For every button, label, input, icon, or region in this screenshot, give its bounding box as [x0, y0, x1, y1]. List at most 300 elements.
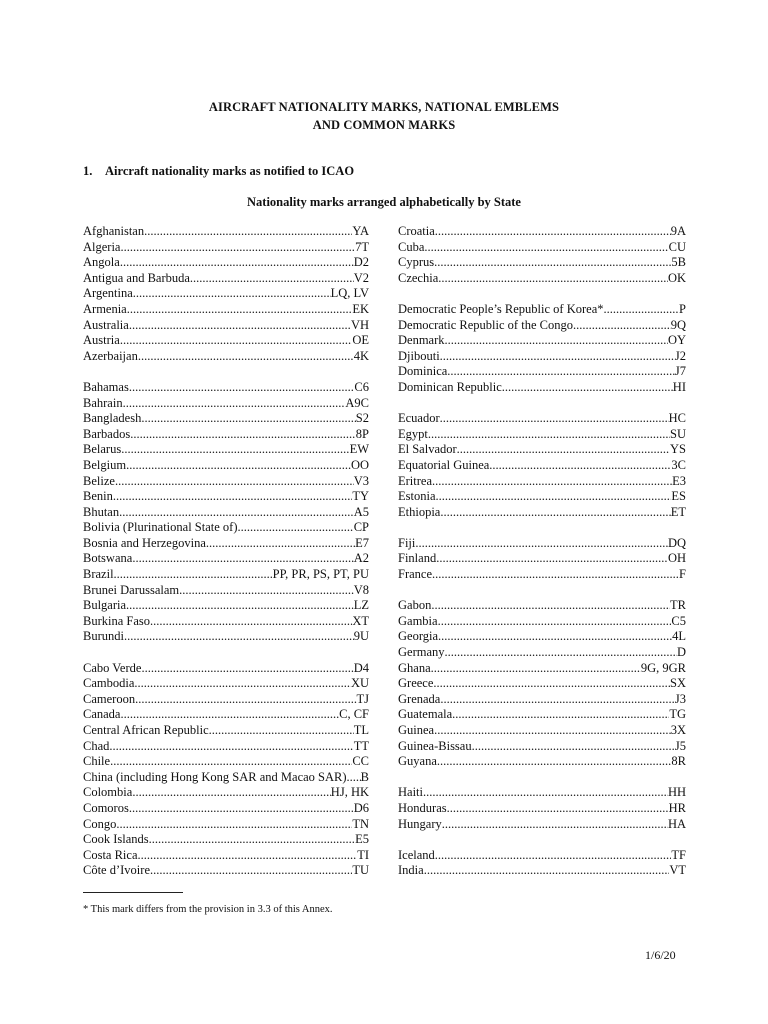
state-name: Angola [83, 255, 120, 270]
state-name: Australia [83, 317, 129, 332]
dot-leader [121, 442, 349, 458]
state-row [83, 489, 369, 505]
state-row [398, 629, 686, 645]
dot-leader [120, 333, 353, 349]
state-group [398, 536, 686, 583]
state-name: Argentina [83, 286, 133, 301]
nationality-mark: 9U [353, 629, 369, 644]
state-row [398, 754, 686, 770]
nationality-mark: J3 [674, 691, 686, 706]
nationality-mark: OH [667, 551, 686, 566]
dot-leader [440, 692, 675, 708]
nationality-mark: J7 [674, 364, 686, 379]
section-heading [83, 164, 354, 179]
dot-leader [440, 411, 669, 427]
state-row [83, 536, 369, 552]
state-name: India [398, 863, 424, 878]
state-name: Costa Rica [83, 847, 138, 862]
state-name: El Salvador [398, 442, 457, 457]
footnote-divider [83, 892, 183, 893]
nationality-mark: 5B [671, 255, 686, 270]
dot-leader [129, 318, 351, 334]
dot-leader [438, 629, 672, 645]
nationality-mark: TU [352, 863, 369, 878]
nationality-mark: J2 [674, 348, 686, 363]
state-row [398, 785, 686, 801]
dot-leader [144, 224, 352, 240]
state-row [398, 442, 686, 458]
nationality-mark: HC [668, 411, 686, 426]
dot-leader [138, 848, 358, 864]
nationality-mark: 4L [672, 629, 686, 644]
dot-leader [132, 551, 353, 567]
state-name: Ghana [398, 660, 431, 675]
nationality-mark: XT [352, 613, 369, 628]
state-row [83, 801, 369, 817]
state-name: Bolivia (Plurinational State of) [83, 520, 238, 535]
nationality-mark: E5 [355, 832, 369, 847]
state-group [83, 661, 369, 879]
dot-leader [438, 271, 668, 287]
state-name: Belarus [83, 442, 122, 457]
state-name: Equatorial Guinea [398, 457, 490, 472]
nationality-mark: HR [668, 800, 686, 815]
nationality-mark: TJ [356, 691, 369, 706]
nationality-mark: SU [670, 426, 686, 441]
state-name: Azerbaijan [83, 348, 138, 363]
dot-leader [573, 318, 671, 334]
state-row [83, 458, 369, 474]
dot-leader [435, 224, 671, 240]
state-row [83, 598, 369, 614]
state-name: Brazil [83, 567, 114, 582]
nationality-mark: HI [672, 379, 686, 394]
state-name: Guinea [398, 723, 435, 737]
state-name: Ethiopia [398, 504, 441, 519]
state-name: Georgia [398, 629, 439, 644]
dot-leader [129, 801, 354, 817]
state-row [398, 364, 686, 380]
dot-leader [138, 349, 354, 365]
dot-leader [434, 255, 671, 271]
nationality-mark: PP, PR, PS, PT, PU [272, 567, 369, 582]
dot-leader [424, 863, 670, 879]
dot-leader [135, 692, 356, 708]
state-name: Democratic Republic of the Congo [398, 317, 573, 332]
nationality-mark: 9A [670, 224, 686, 238]
nationality-mark: YA [352, 224, 369, 238]
state-group [83, 224, 369, 364]
state-name: Bahamas [83, 379, 129, 394]
state-row [398, 240, 686, 256]
state-name: Bhutan [83, 504, 120, 519]
dot-leader [114, 567, 273, 583]
state-name: Belgium [83, 457, 127, 472]
state-name: Cuba [398, 239, 425, 254]
nationality-mark: E7 [355, 535, 369, 550]
state-name: Afghanistan [83, 224, 145, 238]
left-column [83, 224, 369, 895]
state-row [83, 474, 369, 490]
state-row [398, 474, 686, 490]
state-name: Belize [83, 473, 115, 488]
state-row [83, 723, 369, 739]
dot-leader [347, 770, 361, 786]
dot-leader [502, 380, 673, 396]
state-row [398, 863, 686, 879]
state-name: China (including Hong Kong SAR and Macao SAR) [83, 769, 347, 784]
dot-leader [489, 458, 671, 474]
table-subtitle: Nationality marks arranged alphabetically by State [247, 195, 521, 209]
state-row [83, 520, 369, 536]
state-name: Cook Islands [83, 832, 149, 847]
state-row [398, 255, 686, 271]
nationality-mark: C5 [671, 613, 686, 628]
dot-leader [238, 520, 354, 536]
nationality-mark: XU [350, 676, 369, 691]
dot-leader [431, 598, 670, 614]
state-name: Denmark [398, 333, 445, 348]
nationality-mark: D [676, 645, 686, 660]
nationality-mark: TG [669, 707, 686, 722]
nationality-mark: A9C [345, 395, 369, 410]
state-row [398, 645, 686, 661]
nationality-mark: V2 [353, 270, 369, 285]
nationality-mark: 8R [671, 754, 686, 769]
nationality-mark: OO [350, 457, 369, 472]
state-group [398, 785, 686, 832]
state-row [398, 224, 686, 240]
nationality-mark: D4 [353, 660, 369, 675]
nationality-mark: OE [352, 333, 369, 348]
state-row [83, 692, 369, 708]
state-name: Chile [83, 754, 111, 769]
nationality-mark: D6 [353, 800, 369, 815]
nationality-mark: VT [669, 863, 686, 878]
state-row [398, 848, 686, 864]
state-name: France [398, 567, 433, 582]
state-name: Brunei Darussalam [83, 582, 180, 597]
state-row [83, 302, 369, 318]
dot-leader [438, 614, 672, 630]
dot-leader [423, 785, 668, 801]
state-name: Ecuador [398, 411, 440, 426]
dot-leader [126, 598, 354, 614]
dot-leader [209, 723, 354, 739]
state-name: Bulgaria [83, 598, 127, 613]
state-row [83, 505, 369, 521]
nationality-mark: LZ [353, 598, 369, 613]
state-name: Honduras [398, 800, 447, 815]
state-row [83, 240, 369, 256]
state-name: Cyprus [398, 255, 435, 270]
state-name: Armenia [83, 301, 127, 316]
nationality-mark: OK [667, 270, 686, 285]
dot-leader [149, 832, 355, 848]
nationality-mark: EK [352, 301, 369, 316]
nationality-mark: B [360, 769, 369, 784]
state-name: Fiji [398, 535, 416, 550]
nationality-mark: E3 [672, 473, 686, 488]
state-name: Eritrea [398, 473, 433, 488]
state-name: Cambodia [83, 676, 135, 691]
state-name: Antigua and Barbuda [83, 270, 190, 285]
state-row [398, 614, 686, 630]
state-row [398, 271, 686, 287]
nationality-mark: HJ, HK [330, 785, 369, 800]
state-group [398, 848, 686, 879]
nationality-mark: SX [670, 676, 686, 691]
state-row [83, 661, 369, 677]
nationality-mark: J5 [674, 738, 686, 753]
dot-leader [415, 536, 668, 552]
page-number: 1/6/20 [645, 948, 676, 962]
nationality-mark: 3X [670, 723, 686, 737]
state-name: Greece [398, 676, 434, 691]
section-number: 1. [83, 164, 93, 178]
state-row [398, 692, 686, 708]
dot-leader [437, 754, 672, 770]
state-row [83, 583, 369, 599]
state-name: Bosnia and Herzegovina [83, 535, 206, 550]
dot-leader [141, 661, 353, 677]
state-row [83, 848, 369, 864]
state-row [83, 614, 369, 630]
state-name: Finland [398, 551, 437, 566]
state-group [398, 598, 686, 770]
dot-leader [110, 754, 352, 770]
state-row [83, 739, 369, 755]
nationality-mark: 4K [353, 348, 369, 363]
dot-leader [447, 364, 675, 380]
dot-leader [206, 536, 355, 552]
state-row [398, 380, 686, 396]
state-row [83, 349, 369, 365]
state-row [83, 629, 369, 645]
state-row [398, 458, 686, 474]
dot-leader [436, 489, 672, 505]
nationality-mark: CP [353, 520, 369, 535]
nationality-mark: TY [352, 489, 369, 504]
state-name: Czechia [398, 270, 439, 285]
dot-leader [440, 505, 670, 521]
dot-leader [115, 474, 354, 490]
dot-leader [120, 240, 355, 256]
state-row [83, 707, 369, 723]
nationality-mark: HH [667, 785, 686, 800]
state-row [398, 349, 686, 365]
nationality-mark: 3C [671, 457, 686, 472]
state-row [398, 817, 686, 833]
nationality-mark: ES [671, 489, 686, 504]
nationality-mark: C, CF [339, 707, 369, 722]
nationality-mark: EW [349, 442, 369, 457]
nationality-mark: TT [353, 738, 369, 753]
state-name: Burkina Faso [83, 613, 151, 628]
dot-leader [428, 427, 670, 443]
nationality-mark: TN [352, 816, 369, 831]
nationality-mark: TF [671, 847, 686, 862]
dot-leader [150, 614, 352, 630]
nationality-mark: S2 [355, 411, 369, 426]
dot-leader [126, 458, 351, 474]
state-name: Gabon [398, 598, 432, 613]
state-name: Germany [398, 645, 445, 660]
state-row [398, 489, 686, 505]
state-row [398, 801, 686, 817]
state-name: Guatemala [398, 707, 453, 722]
state-row [83, 551, 369, 567]
state-row [83, 832, 369, 848]
state-row [83, 271, 369, 287]
state-name: Central African Republic [83, 723, 209, 737]
nationality-mark: C6 [354, 379, 369, 394]
state-name: Egypt [398, 426, 428, 441]
state-name: Guinea-Bissau [398, 738, 472, 753]
dot-leader [447, 801, 669, 817]
dot-leader [133, 286, 331, 302]
state-name: Djibouti [398, 348, 440, 363]
dot-leader [132, 785, 330, 801]
state-name: Benin [83, 489, 113, 504]
section-title: Aircraft nationality marks as notified to ICAO [105, 164, 355, 178]
state-name: Burundi [83, 629, 124, 644]
state-name: Barbados [83, 426, 131, 441]
dot-leader [424, 240, 668, 256]
dot-leader [113, 489, 352, 505]
nationality-mark: A5 [353, 504, 369, 519]
dot-leader [435, 848, 672, 864]
nationality-mark: HA [667, 816, 686, 831]
dot-leader [141, 411, 355, 427]
state-name: Grenada [398, 691, 441, 706]
state-row [398, 739, 686, 755]
state-row [398, 505, 686, 521]
state-name: Chad [83, 738, 110, 753]
dot-leader [116, 817, 352, 833]
dot-leader [123, 396, 346, 412]
right-column [398, 224, 686, 895]
dot-leader [442, 817, 668, 833]
state-name: Canada [83, 707, 121, 722]
state-row [83, 224, 369, 240]
state-row [398, 723, 686, 739]
state-group [83, 380, 369, 645]
state-name: Cabo Verde [83, 660, 142, 675]
state-row [83, 333, 369, 349]
dot-leader [432, 567, 679, 583]
state-row [83, 863, 369, 879]
dot-leader [472, 739, 675, 755]
state-name: Democratic People’s Republic of Korea* [398, 301, 604, 316]
dot-leader [445, 333, 668, 349]
nationality-mark: ET [670, 504, 686, 519]
state-name: Côte d’Ivoire [83, 863, 150, 878]
state-name: Algeria [83, 239, 121, 254]
nationality-mark: A2 [353, 551, 369, 566]
state-name: Cameroon [83, 691, 136, 706]
state-group [398, 224, 686, 286]
dot-leader [130, 427, 356, 443]
dot-leader [604, 302, 680, 318]
document-title-line-1: AIRCRAFT NATIONALITY MARKS, NATIONAL EMBLEMS [208, 100, 560, 114]
dot-leader [124, 629, 354, 645]
nationality-mark: 9G, 9GR [640, 660, 686, 675]
state-row [398, 411, 686, 427]
state-row [83, 255, 369, 271]
state-row [83, 380, 369, 396]
nationality-mark: DQ [667, 535, 686, 550]
nationality-mark: V3 [353, 473, 369, 488]
nationality-mark: LQ, LV [330, 286, 369, 301]
nationality-mark: VH [350, 317, 369, 332]
dot-leader [127, 302, 353, 318]
dot-leader [134, 676, 351, 692]
state-name: Dominica [398, 364, 448, 379]
state-name: Bahrain [83, 395, 123, 410]
state-row [398, 707, 686, 723]
state-row [398, 427, 686, 443]
state-name: Estonia [398, 489, 436, 504]
state-group [398, 411, 686, 520]
dot-leader [120, 255, 354, 271]
dot-leader [457, 442, 670, 458]
state-row [83, 567, 369, 583]
state-name: Hungary [398, 816, 442, 831]
nationality-mark: CC [352, 754, 369, 769]
state-row [398, 598, 686, 614]
dot-leader [433, 676, 670, 692]
dot-leader [120, 707, 339, 723]
state-name: Guyana [398, 754, 437, 769]
state-name: Croatia [398, 224, 435, 238]
document-title-line-2: AND COMMON MARKS [312, 118, 456, 132]
dot-leader [436, 551, 668, 567]
state-row [83, 676, 369, 692]
dot-leader [445, 645, 677, 661]
state-row [398, 676, 686, 692]
nationality-mark: D2 [353, 255, 369, 270]
state-name: Iceland [398, 847, 435, 862]
dot-leader [434, 723, 671, 739]
nationality-mark: P [679, 301, 686, 316]
state-group [398, 302, 686, 396]
dot-leader [431, 661, 641, 677]
state-row [398, 333, 686, 349]
nationality-mark: V8 [353, 582, 369, 597]
state-row [83, 754, 369, 770]
dot-leader [190, 271, 354, 287]
state-name: Botswana [83, 551, 133, 566]
dot-leader [452, 707, 669, 723]
state-row [83, 785, 369, 801]
state-row [398, 318, 686, 334]
state-row [398, 567, 686, 583]
dot-leader [440, 349, 675, 365]
state-name: Bangladesh [83, 411, 142, 426]
nationality-mark: 8P [355, 426, 369, 441]
dot-leader [119, 505, 354, 521]
dot-leader [150, 863, 352, 879]
state-name: Congo [83, 816, 117, 831]
nationality-mark: OY [667, 333, 686, 348]
state-row [398, 536, 686, 552]
dot-leader [179, 583, 354, 599]
state-row [398, 661, 686, 677]
state-name: Dominican Republic [398, 379, 502, 394]
state-row [83, 396, 369, 412]
nationality-mark: 9Q [670, 317, 686, 332]
